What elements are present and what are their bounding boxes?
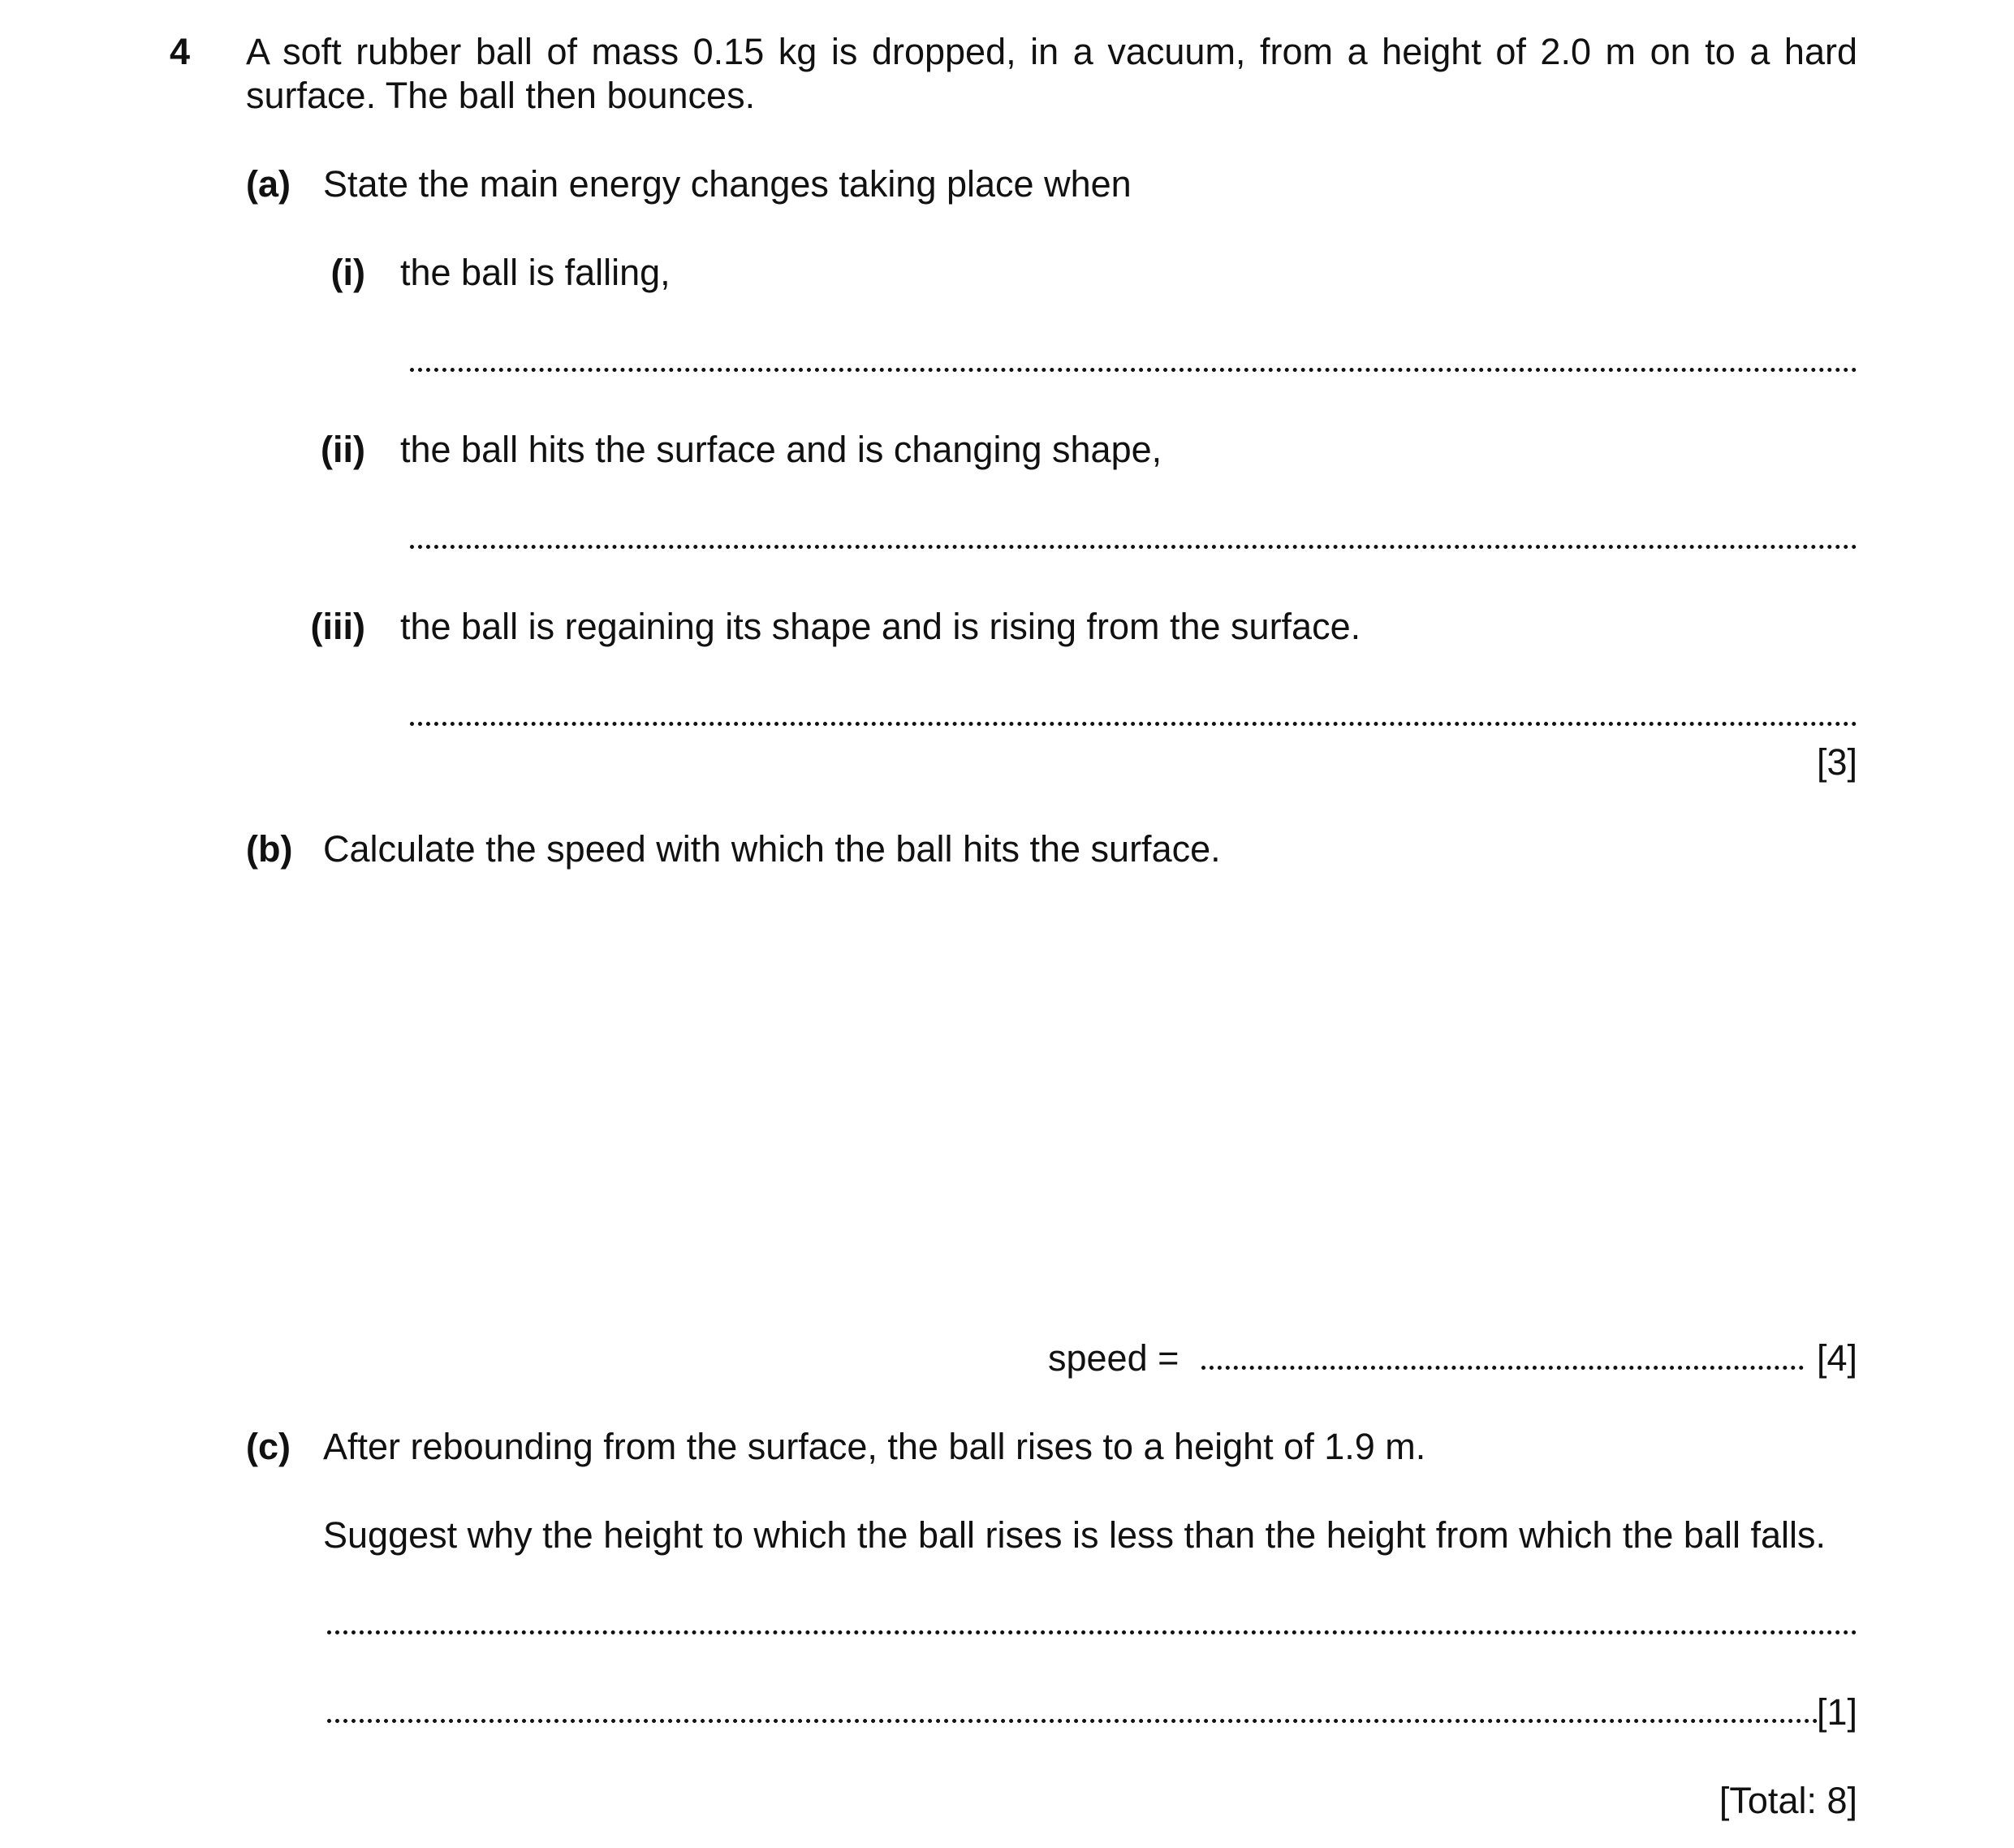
answer-line-a-iii[interactable] <box>410 722 1857 726</box>
subpart-i-text: the ball is falling, <box>400 252 671 293</box>
part-a-label: (a) <box>246 163 291 205</box>
part-c-marks: [1] <box>1816 1691 1857 1733</box>
part-b-marks: [4] <box>1816 1337 1857 1379</box>
question-number: 4 <box>170 31 191 72</box>
speed-answer-line[interactable] <box>1201 1366 1804 1370</box>
speed-label: speed = <box>1048 1337 1180 1379</box>
answer-line-a-ii[interactable] <box>410 545 1857 549</box>
question-stem-line-2: surface. The ball then bounces. <box>246 75 756 116</box>
answer-line-c-1[interactable] <box>327 1630 1857 1634</box>
answer-line-a-i[interactable] <box>410 368 1857 372</box>
part-b-text: Calculate the speed with which the ball hits the surface. <box>323 828 1221 870</box>
question-stem-line-1: A soft rubber ball of mass 0.15 kg is dropped, in a vacuum, from a height of 2.0 m on to a hard <box>246 31 1857 72</box>
subpart-iii-label: (iii) <box>310 606 365 647</box>
part-c-text-1: After rebounding from the surface, the ball rises to a height of 1.9 m. <box>323 1426 1426 1467</box>
total-marks: [Total: 8] <box>1719 1780 1857 1821</box>
subpart-iii-text: the ball is regaining its shape and is rising from the surface. <box>400 606 1361 647</box>
part-c-label: (c) <box>246 1426 291 1467</box>
part-b-label: (b) <box>246 828 293 870</box>
part-c-text-2: Suggest why the height to which the ball rises is less than the height from which the ball falls. <box>323 1514 1826 1556</box>
subpart-ii-label: (ii) <box>321 429 365 470</box>
subpart-ii-text: the ball hits the surface and is changing shape, <box>400 429 1162 470</box>
subpart-i-label: (i) <box>330 252 365 293</box>
part-a-text: State the main energy changes taking place when <box>323 163 1132 205</box>
answer-line-c-2[interactable] <box>327 1719 1818 1723</box>
part-a-marks: [3] <box>1816 741 1857 783</box>
